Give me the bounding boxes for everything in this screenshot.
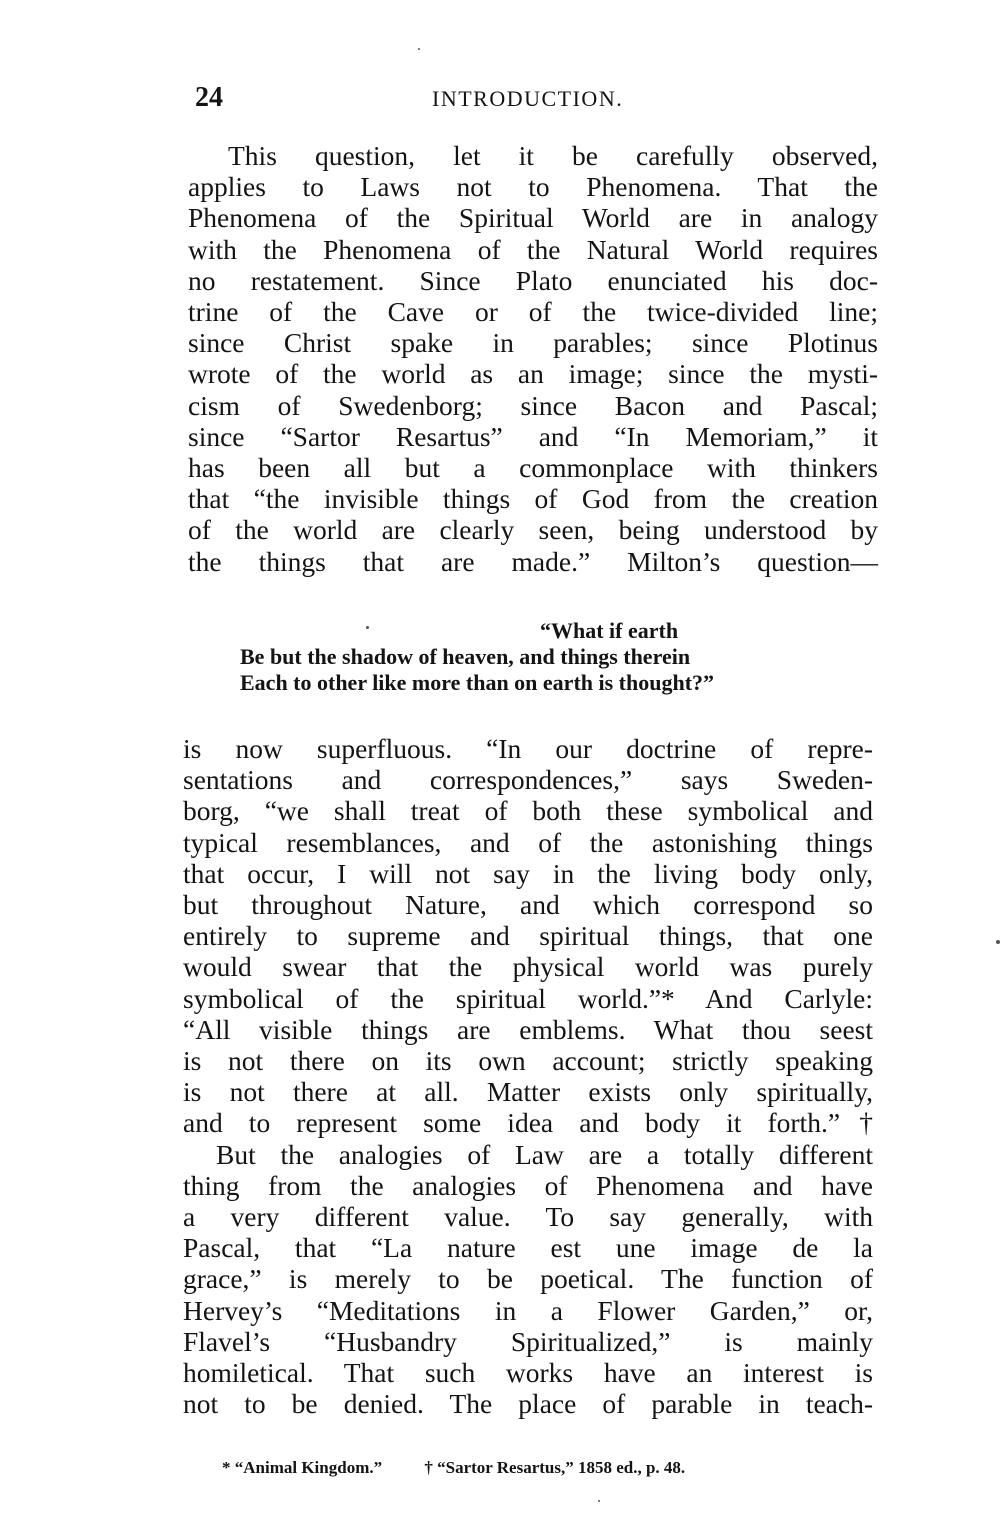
text-line: entirely to supreme and spiritual things, that one (183, 920, 873, 952)
text-line: sentations and correspondences,” says Sweden- (183, 764, 873, 796)
paragraph-2 (183, 733, 873, 1419)
text-line: but throughout Nature, and which correspond so (183, 889, 873, 921)
text-line: is not there on its own account; strictly speaking (183, 1045, 873, 1077)
quote-line: Each to other like more than on earth is thought?” (240, 670, 715, 695)
text-line: But the analogies of Law are a totally different (216, 1138, 873, 1170)
running-head: INTRODUCTION. (432, 86, 624, 111)
text-line: not to be denied. The place of parable in teach- (183, 1388, 873, 1420)
scan-speck (996, 940, 1000, 944)
text-line: typical resemblances, and of the astonishing things (183, 826, 873, 858)
text-line: homiletical. That such works have an interest is (183, 1357, 873, 1389)
text-line: and to represent some idea and body it forth.”† (183, 1107, 873, 1139)
scan-speck (598, 1500, 600, 1502)
text-line: a very different value. To say generally, with (183, 1201, 873, 1233)
text-line: This question, let it be carefully observed, (228, 140, 878, 171)
page-number: 24 (195, 82, 223, 113)
text-line: thing from the analogies of Phenomena and have (183, 1169, 873, 1201)
text-line: Flavel’s “Husbandry Spiritualized,” is mainly (183, 1325, 873, 1357)
text-line: symbolical of the spiritual world.”* And Carlyle: (183, 982, 873, 1014)
text-line: is now superfluous. “In our doctrine of repre- (183, 733, 873, 764)
text-line: with the Phenomena of the Natural World requires (188, 233, 878, 265)
quote-line: Be but the shadow of heaven, and things therein (240, 644, 691, 669)
footnote-1: * “Animal Kingdom.” (222, 1458, 383, 1477)
text-line: since Christ spake in parables; since Plotinus (188, 327, 878, 359)
quote-line: “What if earth (540, 618, 679, 643)
text-line: wrote of the world as an image; since the mysti- (188, 358, 878, 390)
text-line: grace,” is merely to be poetical. The function of (183, 1263, 873, 1295)
text-line: applies to Laws not to Phenomena. That the (188, 171, 878, 203)
footnotes (222, 1458, 685, 1478)
text-line: the things that are made.” Milton’s question— (188, 545, 878, 577)
text-line: borg, “we shall treat of both these symbolical and (183, 795, 873, 827)
scan-speck (418, 48, 420, 50)
scan-speck (366, 626, 369, 629)
text-line: that “the invisible things of God from the creation (188, 483, 878, 515)
milton-quote (0, 618, 1000, 696)
text-line: is not there at all. Matter exists only spiritually, (183, 1076, 873, 1108)
text-line: trine of the Cave or of the twice-divided line; (188, 296, 878, 328)
text-line: Hervey’s “Meditations in a Flower Garden,” or, (183, 1294, 873, 1326)
text-line: “All visible things are emblems. What thou seest (183, 1013, 873, 1045)
text-line: Phenomena of the Spiritual World are in analogy (188, 202, 878, 234)
text-line: Pascal, that “La nature est une image de la (183, 1232, 873, 1264)
paragraph-1 (188, 140, 878, 577)
text-line: since “Sartor Resartus” and “In Memoriam,” it (188, 420, 878, 452)
footnote-2: † “Sartor Resartus,” 1858 ed., p. 48. (424, 1458, 686, 1477)
text-line: would swear that the physical world was purely (183, 951, 873, 983)
text-line: cism of Swedenborg; since Bacon and Pascal; (188, 389, 878, 421)
text-line: that occur, I will not say in the living body only, (183, 857, 873, 889)
text-line: no restatement. Since Plato enunciated his doc- (188, 264, 878, 296)
text-line: of the world are clearly seen, being understood by (188, 514, 878, 546)
text-line: has been all but a commonplace with thinkers (188, 452, 878, 484)
